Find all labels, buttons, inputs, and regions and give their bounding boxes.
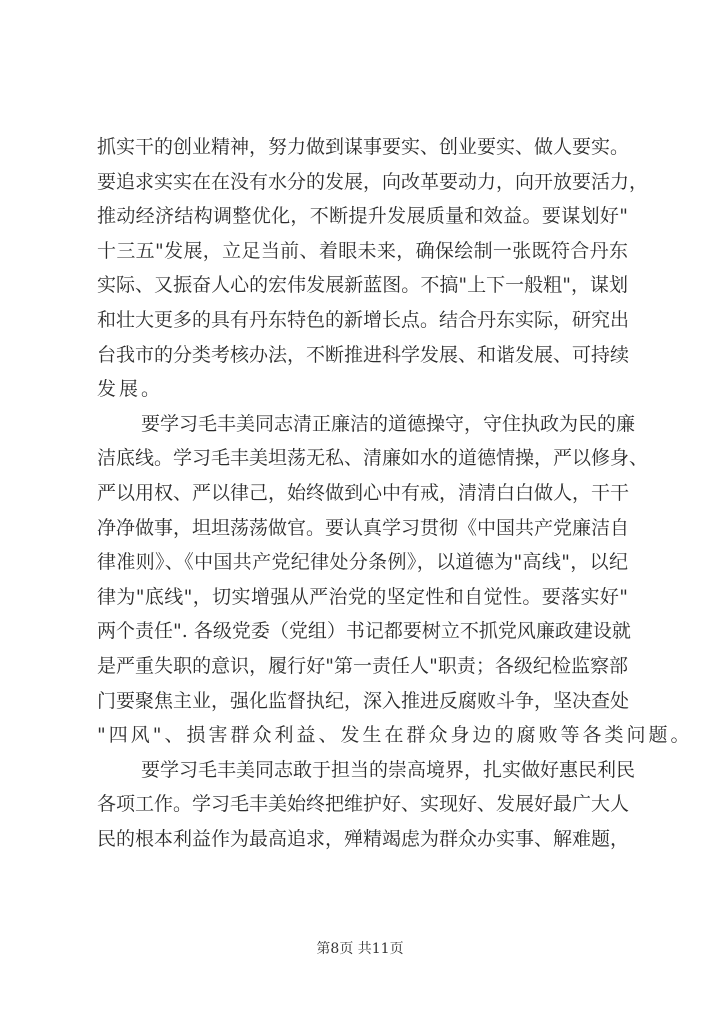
text-line: 十三五"发展，立足当前、着眼未来，确保绘制一张既符合丹东: [97, 239, 628, 262]
text-line: 民的根本利益作为最高追求，殚精竭虑为群众办实事、解难题，: [97, 827, 630, 850]
text-line: 律为"底线"，切实增强从严治党的坚定性和自觉性。要落实好": [97, 585, 628, 608]
text-line: 各项工作。学习毛丰美始终把维护好、实现好、发展好最广大人: [97, 793, 630, 816]
text-line: 实际、又振奋人心的宏伟发展新蓝图。不搞"上下一般粗"，谋划: [97, 274, 628, 297]
text-line: 要学习毛丰美同志敢于担当的崇高境界，扎实做好惠民利民: [141, 758, 636, 781]
text-line: 要追求实实在在没有水分的发展，向改革要动力，向开放要活力，: [97, 170, 649, 193]
text-line: 发展。: [97, 378, 164, 401]
page-number-footer: 第8页 共11页: [316, 941, 404, 957]
text-line: 要学习毛丰美同志清正廉洁的道德操守，守住执政为民的廉: [141, 412, 636, 435]
text-line: 推动经济结构调整优化，不断提升发展质量和效益。要谋划好": [97, 205, 628, 228]
text-line: "四风"、损害群众利益、发生在群众身边的腐败等各类问题。: [97, 724, 693, 747]
paragraph: [97, 130, 649, 407]
text-line: 台我市的分类考核办法，不断推进科学发展、和谐发展、可持续: [97, 343, 630, 366]
paragraph: [97, 407, 693, 753]
text-line: 净净做事，坦坦荡荡做官。要认真学习贯彻《中国共产党廉洁自: [97, 516, 630, 539]
paragraph: [97, 753, 636, 857]
text-line: 和壮大更多的具有丹东特色的新增长点。结合丹东实际，研究出: [97, 308, 630, 331]
text-line: 抓实干的创业精神，努力做到谋事要实、创业要实、做人要实。: [97, 136, 630, 158]
text-line: 是严重失职的意识，履行好"第一责任人"职责；各级纪检监察部: [97, 654, 628, 677]
text-line: 律准则》、《中国共产党纪律处分条例》，以道德为"高线"，以纪: [97, 551, 628, 574]
text-line: 严以用权、严以律己，始终做到心中有戒，清清白白做人，干干: [97, 481, 630, 504]
text-line: 门要聚焦主业，强化监督执纪，深入推进反腐败斗争，坚决查处: [97, 689, 630, 712]
document-body: [97, 130, 693, 856]
text-line: 洁底线。学习毛丰美坦荡无私、清廉如水的道德情操，严以修身、: [97, 447, 649, 470]
text-line: 两个责任". 各级党委（党组）书记都要树立不抓党风廉政建设就: [97, 620, 631, 643]
